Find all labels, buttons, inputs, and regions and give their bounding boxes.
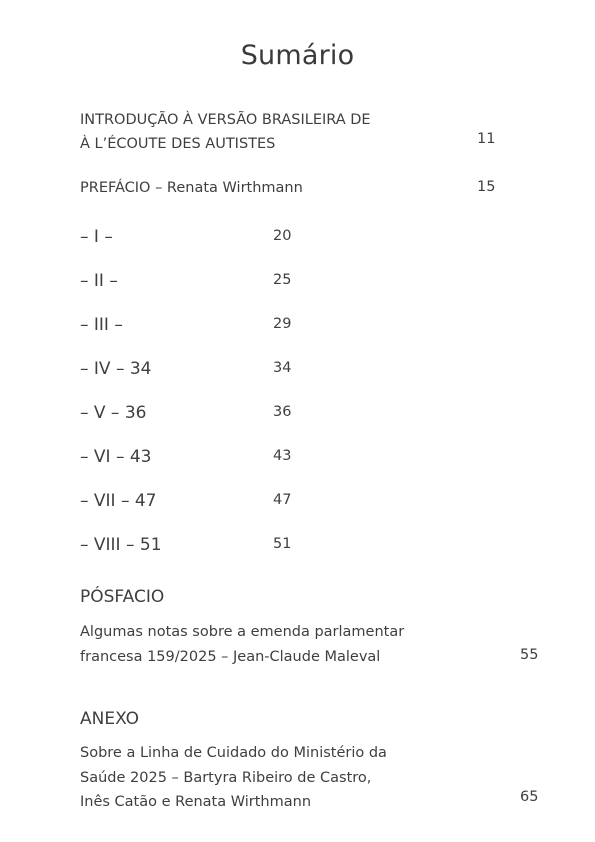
toc-page-number: 43 bbox=[273, 448, 292, 464]
toc-chapter-label[interactable]: – VI – 43 bbox=[80, 447, 152, 467]
toc-entry-anexo[interactable] bbox=[80, 741, 420, 815]
toc-entry-line: Algumas notas sobre a emenda parlamentar bbox=[80, 624, 405, 640]
page-title: Sumário bbox=[240, 40, 355, 71]
toc-chapter-label[interactable]: – I – bbox=[80, 227, 113, 247]
toc-entry-prefacio[interactable] bbox=[80, 176, 303, 200]
toc-entry-line: francesa 159/2025 – Jean-Claude Maleval bbox=[80, 648, 381, 665]
toc-entry-line: Inês Catão e Renata Wirthmann bbox=[80, 794, 312, 810]
toc-chapter-label[interactable]: – II – bbox=[80, 271, 118, 291]
toc-entry-line: Sobre a Linha de Cuidado do Ministério da bbox=[80, 745, 387, 761]
toc-entry-posfacio[interactable] bbox=[80, 620, 420, 669]
toc-entry-line: INTRODUÇÃO À VERSÃO BRASILEIRA DE bbox=[80, 112, 371, 128]
toc-chapter-label[interactable]: – IV – 34 bbox=[80, 359, 152, 379]
toc-chapter-label[interactable]: – III – bbox=[80, 315, 123, 335]
toc-entry-introducao[interactable] bbox=[80, 108, 371, 156]
toc-page-number: 65 bbox=[520, 789, 539, 805]
toc-page-number: 34 bbox=[273, 360, 292, 376]
toc-page-number: 36 bbox=[273, 404, 292, 420]
toc-page-number: 29 bbox=[273, 316, 292, 332]
section-heading-anexo: ANEXO bbox=[80, 709, 140, 729]
toc-entry-line: À L’ÉCOUTE DES AUTISTES bbox=[80, 136, 276, 152]
toc-page-number: 51 bbox=[273, 536, 292, 552]
toc-entry-line: PREFÁCIO – Renata Wirthmann bbox=[80, 180, 303, 196]
toc-chapter-label[interactable]: – VII – 47 bbox=[80, 491, 157, 511]
toc-page-number: 55 bbox=[520, 647, 539, 663]
toc-page-number: 15 bbox=[477, 179, 496, 195]
toc-entry-line: Saúde 2025 – Bartyra Ribeiro de Castro, bbox=[80, 769, 372, 786]
toc-chapter-label[interactable]: – V – 36 bbox=[80, 403, 147, 423]
toc-chapter-label[interactable]: – VIII – 51 bbox=[80, 535, 162, 555]
toc-page-number: 20 bbox=[273, 228, 292, 244]
toc-page-number: 25 bbox=[273, 272, 292, 288]
toc-page-number: 47 bbox=[273, 492, 292, 508]
section-heading-posfacio: PÓSFACIO bbox=[80, 587, 165, 607]
toc-page-number: 11 bbox=[477, 131, 496, 147]
